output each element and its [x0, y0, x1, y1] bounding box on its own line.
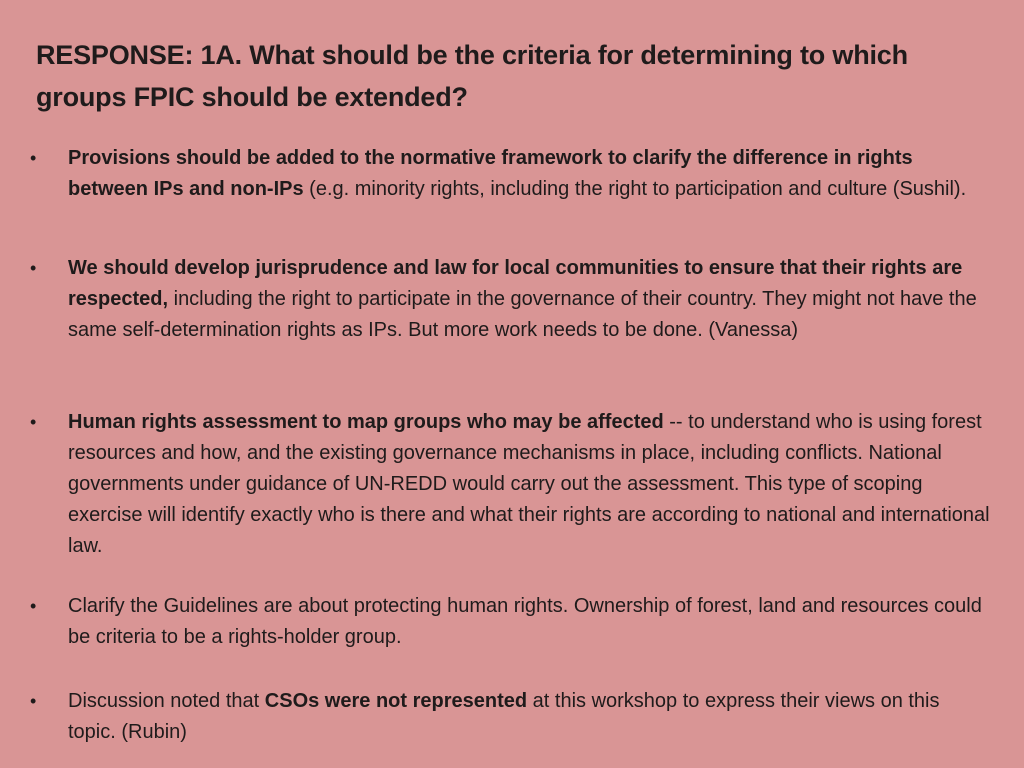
bullet-text	[68, 686, 990, 748]
response-bullet-provisions	[30, 143, 990, 205]
bullet-text	[68, 407, 990, 562]
bullet-dot: •	[30, 148, 37, 168]
bullet-dot: •	[30, 691, 37, 711]
bullet-dot: •	[30, 258, 37, 278]
bullet-bold-text: Human rights assessment to map groups who may be affected	[68, 411, 664, 433]
bullet-dot: •	[30, 412, 37, 432]
bullet-text	[68, 143, 990, 205]
bullet-text	[68, 253, 990, 346]
slide-title: RESPONSE: 1A. What should be the criteria for determining to which groups FPIC should be extended?	[36, 40, 908, 112]
bullet-bold-text: We should develop jurisprudence and law for local communities to ensure that their rights are respected,	[68, 257, 963, 310]
bullet-regular-text: (e.g. minority rights, including the right to participation and culture (Sushil).	[303, 178, 967, 200]
bullet-text: Clarify the Guidelines are about protecting human rights. Ownership of forest, land and resources could be criteria to be a rights-holder group.	[68, 595, 982, 648]
response-bullet-csos	[30, 686, 990, 748]
response-bullet-guidelines	[30, 591, 990, 653]
bullet-bold-text: CSOs were not represented	[264, 690, 528, 712]
bullet-regular-text: including the right to participate in the governance of their country. They might not have the same self-determination rights as IPs. But more work needs to be done. (Vanessa)	[68, 288, 977, 341]
response-bullet-human-rights-assessment	[30, 407, 990, 562]
bullet-dot: •	[30, 596, 37, 616]
response-bullet-jurisprudence	[30, 253, 990, 346]
bullet-regular-text: at this workshop to express their views on this topic. (Rubin)	[68, 690, 940, 743]
bullet-regular-text: -- to understand who is using forest resources and how, and the existing governance mechanisms in place, including conflicts. National governments under guidance of UN-REDD would carry out the assessment. This type of scoping exercise will identify exactly who is there and what their rights are according to national and international law.	[68, 411, 990, 557]
bullet-bold-text: Provisions should be added to the normative framework to clarify the difference in rights between IPs and non-IPs	[68, 147, 913, 200]
bullet-prefix-text: Discussion noted that	[68, 690, 265, 712]
